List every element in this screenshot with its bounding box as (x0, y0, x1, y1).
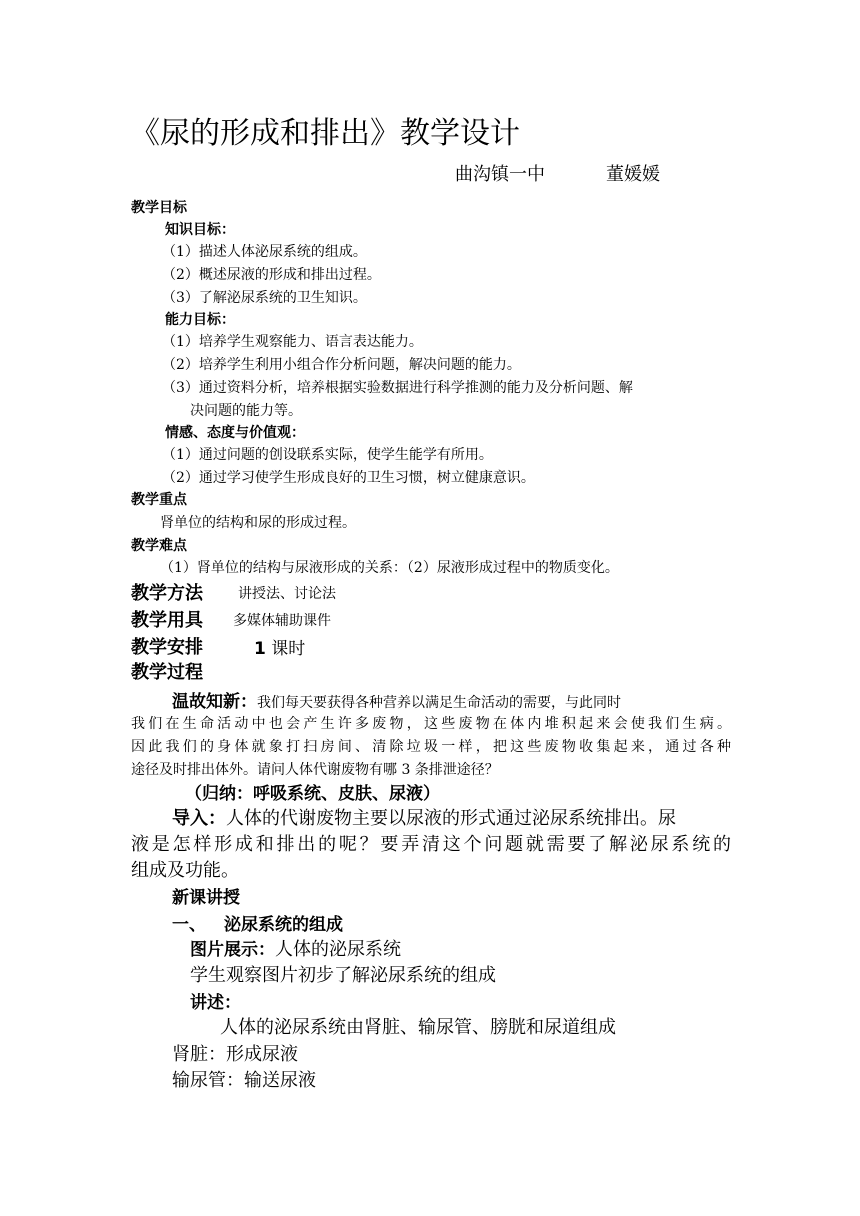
school-name: 曲沟镇一中 (455, 164, 545, 185)
observe-text: 学生观察图片初步了解泌尿系统的组成 (190, 965, 496, 986)
method-value: 讲授法、讨论法 (238, 586, 336, 602)
objectives-heading: 教学目标 (131, 200, 187, 216)
ability-item: （3）通过资料分析，培养根据实验数据进行科学推测的能力及分析问题、解 (162, 380, 633, 396)
emotion-heading: 情感、态度与价值观： (165, 425, 305, 441)
emotion-item: （1）通过问题的创设联系实际，使学生能学有所用。 (162, 447, 493, 463)
intro-label: 导入： (172, 808, 226, 829)
organ-name: 肾脏： (172, 1044, 226, 1065)
schedule-value (254, 634, 305, 659)
organ-function: 输送尿液 (244, 1070, 316, 1091)
intro-line: 导入：人体的代谢废物主要以尿液的形式通过泌尿系统排出。尿 (172, 808, 676, 829)
schedule-label: 教学安排 (131, 637, 203, 658)
ability-item-continued: 决问题的能力等。 (190, 403, 302, 419)
review-label: 温故知新： (172, 692, 257, 712)
ability-item: （2）培养学生利用小组合作分析问题，解决问题的能力。 (162, 357, 521, 373)
organ-name: 输尿管： (172, 1070, 244, 1091)
organ-line (172, 1066, 316, 1092)
knowledge-item: （1）描述人体泌尿系统的组成。 (162, 244, 367, 260)
key-point-text: 肾单位的结构和尿的形成过程。 (160, 515, 356, 531)
lecture-text: 人体的泌尿系统由肾脏、输尿管、膀胱和尿道组成 (220, 1017, 616, 1038)
new-lesson-heading: 新课讲授 (172, 888, 240, 908)
organ-function: 形成尿液 (226, 1044, 298, 1065)
tools-label: 教学用具 (131, 610, 203, 631)
key-point-heading: 教学重点 (131, 492, 187, 508)
author-name: 董媛媛 (606, 164, 660, 185)
ability-item: （1）培养学生观察能力、语言表达能力。 (162, 334, 423, 350)
tools-value: 多媒体辅助课件 (233, 613, 331, 629)
review-line: 因此我们的身体就象打扫房间、清除垃圾一样，把这些废物收集起来，通过各种 (131, 739, 731, 755)
intro-line: 组成及功能。 (131, 860, 239, 881)
picture-line (190, 935, 401, 961)
intro-line: 液是怎样形成和排出的呢？要弄清这个问题就需要了解泌尿系统的 (131, 834, 731, 855)
review-line: 途径及时排出体外。请问人体代谢废物有哪 3 条排泄途径？ (131, 762, 499, 778)
ability-heading: 能力目标： (165, 312, 235, 328)
difficulty-heading: 教学难点 (131, 538, 187, 554)
emotion-item: （2）通过学习使学生形成良好的卫生习惯，树立健康意识。 (162, 470, 535, 486)
review-line: 温故知新：我们每天要获得各种营养以满足生命活动的需要，与此同时 (172, 692, 621, 712)
review-summary: （归纳：呼吸系统、皮肤、尿液） (185, 784, 440, 804)
section1-number: 一、 (172, 915, 206, 935)
knowledge-heading: 知识目标： (165, 222, 235, 238)
doc-title: 《尿的形成和排出》教学设计 (130, 116, 520, 151)
method-label: 教学方法 (131, 583, 203, 604)
difficulty-text: （1）肾单位的结构与尿液形成的关系：（2）尿液形成过程中的物质变化。 (160, 560, 619, 576)
picture-label: 图片展示： (190, 940, 275, 960)
picture-text: 人体的泌尿系统 (275, 939, 401, 960)
knowledge-item: （3）了解泌尿系统的卫生知识。 (162, 290, 367, 306)
knowledge-item: （2）概述尿液的形成和排出过程。 (162, 267, 381, 283)
process-heading: 教学过程 (131, 662, 203, 683)
schedule-number: 1 (254, 639, 266, 659)
lecture-label: 讲述： (190, 993, 241, 1013)
organ-line (172, 1040, 298, 1066)
schedule-unit: 课时 (271, 639, 306, 659)
section1-title: 泌尿系统的组成 (224, 915, 343, 935)
review-line: 我们在生命活动中也会产生许多废物，这些废物在体内堆积起来会使我们生病。 (131, 716, 731, 732)
